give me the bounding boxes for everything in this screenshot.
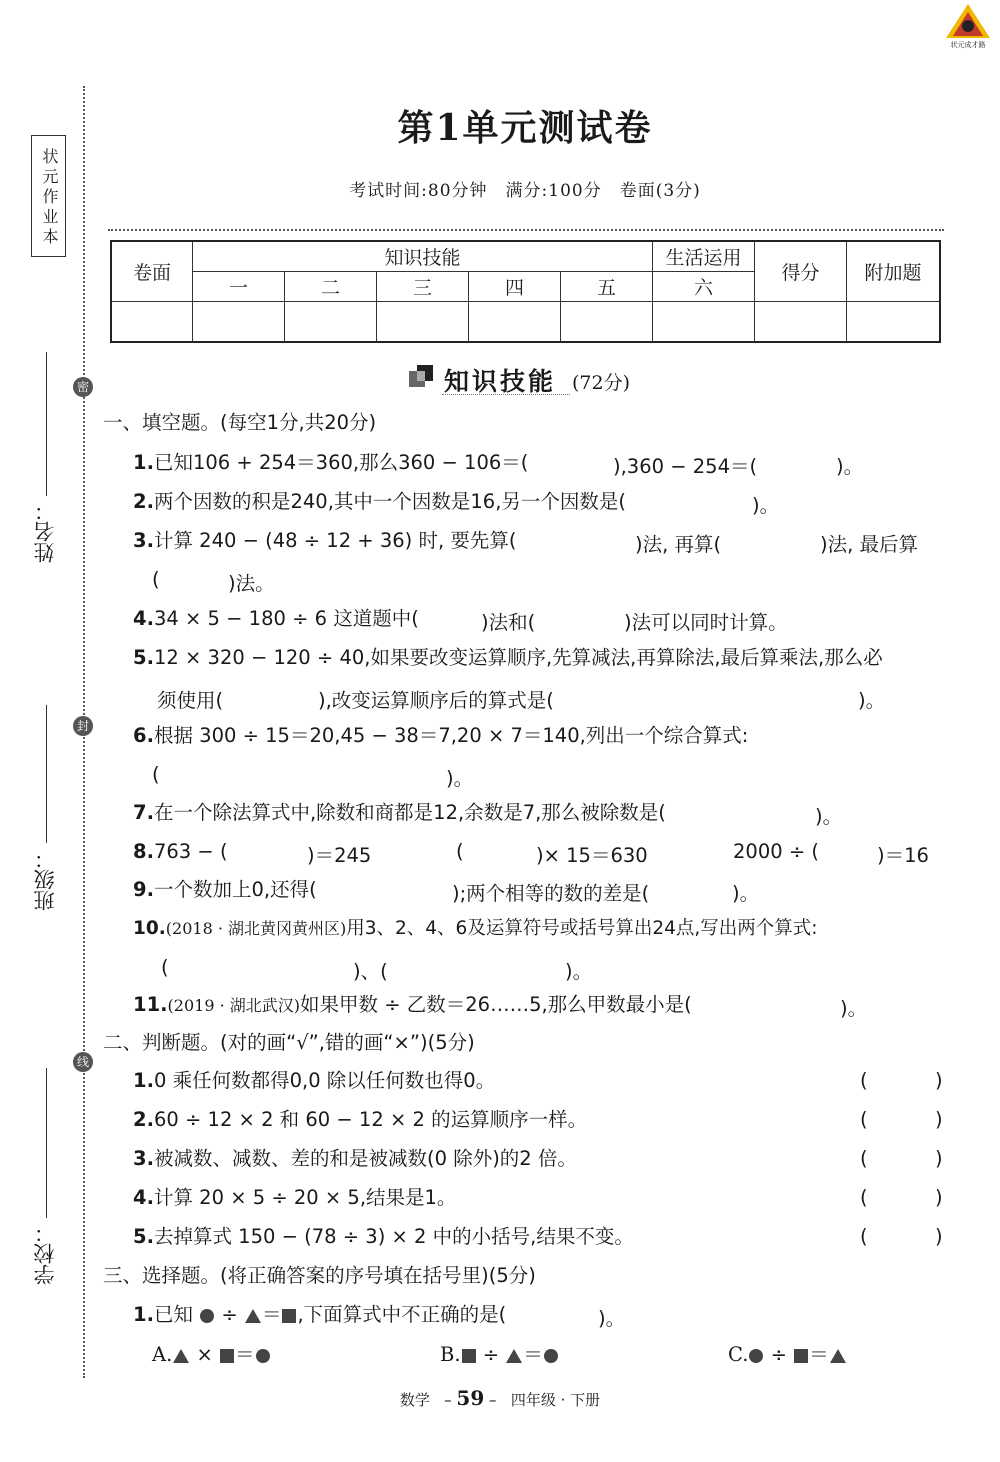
- section-points: (72分): [572, 372, 631, 394]
- part3-heading: 三、选择题。(将正确答案的序号填在括号里)(5分): [103, 1264, 536, 1287]
- q1-2-end: )。: [752, 494, 780, 517]
- score-sub-6: 六: [653, 271, 755, 301]
- score-table: [110, 240, 941, 343]
- q1-1: 1.已知106 + 254＝360,那么360 − 106＝(: [133, 451, 529, 474]
- judge-close: ): [935, 1108, 943, 1131]
- q1-9: 9.一个数加上0,还得(: [133, 878, 317, 901]
- judge-open: (: [860, 1186, 868, 1209]
- triangle-shape-icon: [829, 1348, 847, 1364]
- score-cell[interactable]: [193, 301, 285, 342]
- choice-q1: 1.已知 ÷ ＝ ,下面算式中不正确的是(: [133, 1303, 507, 1326]
- seal-feng: 封: [73, 716, 93, 736]
- seal-xian: 线: [73, 1052, 93, 1072]
- footer-subject: 数学: [399, 1391, 430, 1409]
- square-shape-icon: [281, 1308, 297, 1324]
- class-field-label: 班级：: [33, 848, 57, 911]
- q1-1-end: )。: [836, 455, 864, 478]
- footer-grade: 四年级 · 下册: [510, 1391, 601, 1409]
- score-group-life: 生活运用: [653, 241, 755, 271]
- name-field-line: [46, 352, 47, 496]
- score-col-fujia: 附加题: [847, 241, 941, 301]
- score-sub-3: 三: [377, 271, 469, 301]
- q1-9-mid: );两个相等的数的差是(: [452, 882, 650, 905]
- q1-7: 7.在一个除法算式中,除数和商都是12,余数是7,那么被除数是(: [133, 801, 666, 824]
- q1-7-end: )。: [815, 805, 843, 828]
- publisher-logo: [942, 2, 994, 52]
- q1-2: 2.两个因数的积是240,其中一个因数是16,另一个因数是(: [133, 490, 627, 513]
- score-cell[interactable]: [469, 301, 561, 342]
- score-sub-4: 四: [469, 271, 561, 301]
- q1-3: 3.计算 240 − (48 ÷ 12 + 36) 时, 要先算(: [133, 529, 517, 552]
- judge-item: 4.计算 20 × 5 ÷ 20 × 5,结果是1。: [133, 1186, 457, 1209]
- judge-close: ): [935, 1225, 943, 1248]
- circle-shape-icon: [748, 1348, 764, 1364]
- q1-10-end: )。: [565, 960, 593, 983]
- choice-q1-end: )。: [598, 1307, 626, 1330]
- score-cell[interactable]: [377, 301, 469, 342]
- q1-8-c-end: )＝16: [877, 844, 929, 867]
- score-sub-2: 二: [285, 271, 377, 301]
- q1-11: 11.(2019 · 湖北武汉)如果甲数 ÷ 乙数＝26……5,那么甲数最小是(: [133, 993, 692, 1016]
- q1-8-b-end: )× 15＝630: [536, 844, 648, 867]
- circle-shape-icon: [543, 1348, 559, 1364]
- judge-open: (: [860, 1069, 868, 1092]
- q1-5-line2: 须使用(: [157, 689, 224, 712]
- logo-icon: [942, 2, 994, 40]
- header-divider: [108, 229, 944, 231]
- section-title: 知识技能: [444, 367, 557, 396]
- class-field-line: [46, 705, 47, 843]
- judge-open: (: [860, 1147, 868, 1170]
- score-sub-5: 五: [561, 271, 653, 301]
- q1-8-a-end: )＝245: [307, 844, 372, 867]
- q1-4: 4.34 × 5 − 180 ÷ 6 这道题中(: [133, 607, 419, 630]
- q1-10: 10.(2018 · 湖北黄冈黄州区)用3、2、4、6及运算符号或括号算出24点,写出两个算式:: [133, 918, 818, 939]
- judge-open: (: [860, 1225, 868, 1248]
- judge-item: 1.0 乘任何数都得0,0 除以任何数也得0。: [133, 1069, 496, 1092]
- q1-6-open: (: [152, 763, 160, 786]
- score-cell[interactable]: [561, 301, 653, 342]
- score-col-juanmian: 卷面: [111, 241, 193, 301]
- q1-11-end: )。: [840, 997, 868, 1020]
- q1-3-mid2: )法, 最后算: [820, 533, 919, 556]
- triangle-shape-icon: [172, 1348, 190, 1364]
- school-field-line: [46, 1068, 47, 1218]
- q1-3-open: (: [152, 568, 160, 591]
- score-cell[interactable]: [111, 301, 193, 342]
- circle-shape-icon: [255, 1348, 271, 1364]
- judge-open: (: [860, 1108, 868, 1131]
- score-cell[interactable]: [847, 301, 941, 342]
- q1-5-mid: ),改变运算顺序后的算式是(: [318, 689, 554, 712]
- school-field-label: 学校：: [33, 1222, 57, 1285]
- square-shape-icon: [219, 1348, 235, 1364]
- q1-8: 8.763 − (: [133, 840, 228, 863]
- q1-4-mid: )法和(: [481, 611, 536, 634]
- page-number: 59: [456, 1386, 485, 1410]
- judge-close: ): [935, 1186, 943, 1209]
- q1-8-c-open: 2000 ÷ (: [733, 840, 819, 863]
- page-title: 第1单元测试卷: [397, 107, 653, 149]
- notebook-tag-text: 状元作业本: [40, 148, 59, 248]
- option-c[interactable]: C. ÷ ＝: [728, 1343, 847, 1367]
- q1-5: 5.12 × 320 − 120 ÷ 40,如果要改变运算顺序,先算减法,再算除法,最后算乘法,那么必: [133, 646, 883, 669]
- q1-1-mid: ),360 − 254＝(: [613, 455, 758, 478]
- q1-3-end: )法。: [228, 572, 275, 595]
- option-a[interactable]: A. × ＝: [152, 1343, 271, 1367]
- part2-heading: 二、判断题。(对的画“√”,错的画“×”)(5分): [103, 1031, 475, 1054]
- q1-10-open: (: [161, 956, 169, 979]
- score-col-defen: 得分: [755, 241, 847, 301]
- option-b[interactable]: B. ÷ ＝: [440, 1343, 559, 1367]
- judge-close: ): [935, 1069, 943, 1092]
- part1-heading: 一、填空题。(每空1分,共20分): [103, 411, 377, 434]
- exam-info: 考试时间:80分钟 满分:100分 卷面(3分): [349, 181, 701, 201]
- q1-9-end: )。: [732, 882, 760, 905]
- q1-4-end: )法可以同时计算。: [624, 611, 788, 634]
- judge-close: ): [935, 1147, 943, 1170]
- score-cell[interactable]: [653, 301, 755, 342]
- seal-mi: 密: [73, 377, 93, 397]
- section-underline: [442, 394, 570, 395]
- name-field-label: 姓名：: [33, 500, 57, 563]
- score-group-knowledge: 知识技能: [193, 241, 653, 271]
- q1-5-end: )。: [858, 689, 886, 712]
- square-shape-icon: [793, 1348, 809, 1364]
- judge-item: 5.去掉算式 150 − (78 ÷ 3) × 2 中的小括号,结果不变。: [133, 1225, 634, 1248]
- section-squares-icon: [409, 365, 435, 391]
- q1-8-b-open: (: [456, 840, 464, 863]
- logo-text: 状元成才路: [950, 41, 986, 49]
- q1-3-mid: )法, 再算(: [635, 533, 722, 556]
- circle-shape-icon: [199, 1308, 215, 1324]
- q1-10-mid: )、(: [353, 960, 388, 983]
- triangle-shape-icon: [505, 1348, 523, 1364]
- score-cell[interactable]: [285, 301, 377, 342]
- triangle-shape-icon: [244, 1308, 262, 1324]
- judge-item: 3.被减数、减数、差的和是被减数(0 除外)的2 倍。: [133, 1147, 577, 1170]
- square-shape-icon: [461, 1348, 477, 1364]
- score-sub-1: 一: [193, 271, 285, 301]
- score-cell[interactable]: [755, 301, 847, 342]
- page-footer: 数学 – 59 – 四年级 · 下册: [399, 1386, 601, 1410]
- judge-item: 2.60 ÷ 12 × 2 和 60 − 12 × 2 的运算顺序一样。: [133, 1108, 588, 1131]
- q1-6-end: )。: [446, 767, 474, 790]
- q1-6: 6.根据 300 ÷ 15＝20,45 − 38＝7,20 × 7＝140,列出一个综合算式:: [133, 724, 749, 747]
